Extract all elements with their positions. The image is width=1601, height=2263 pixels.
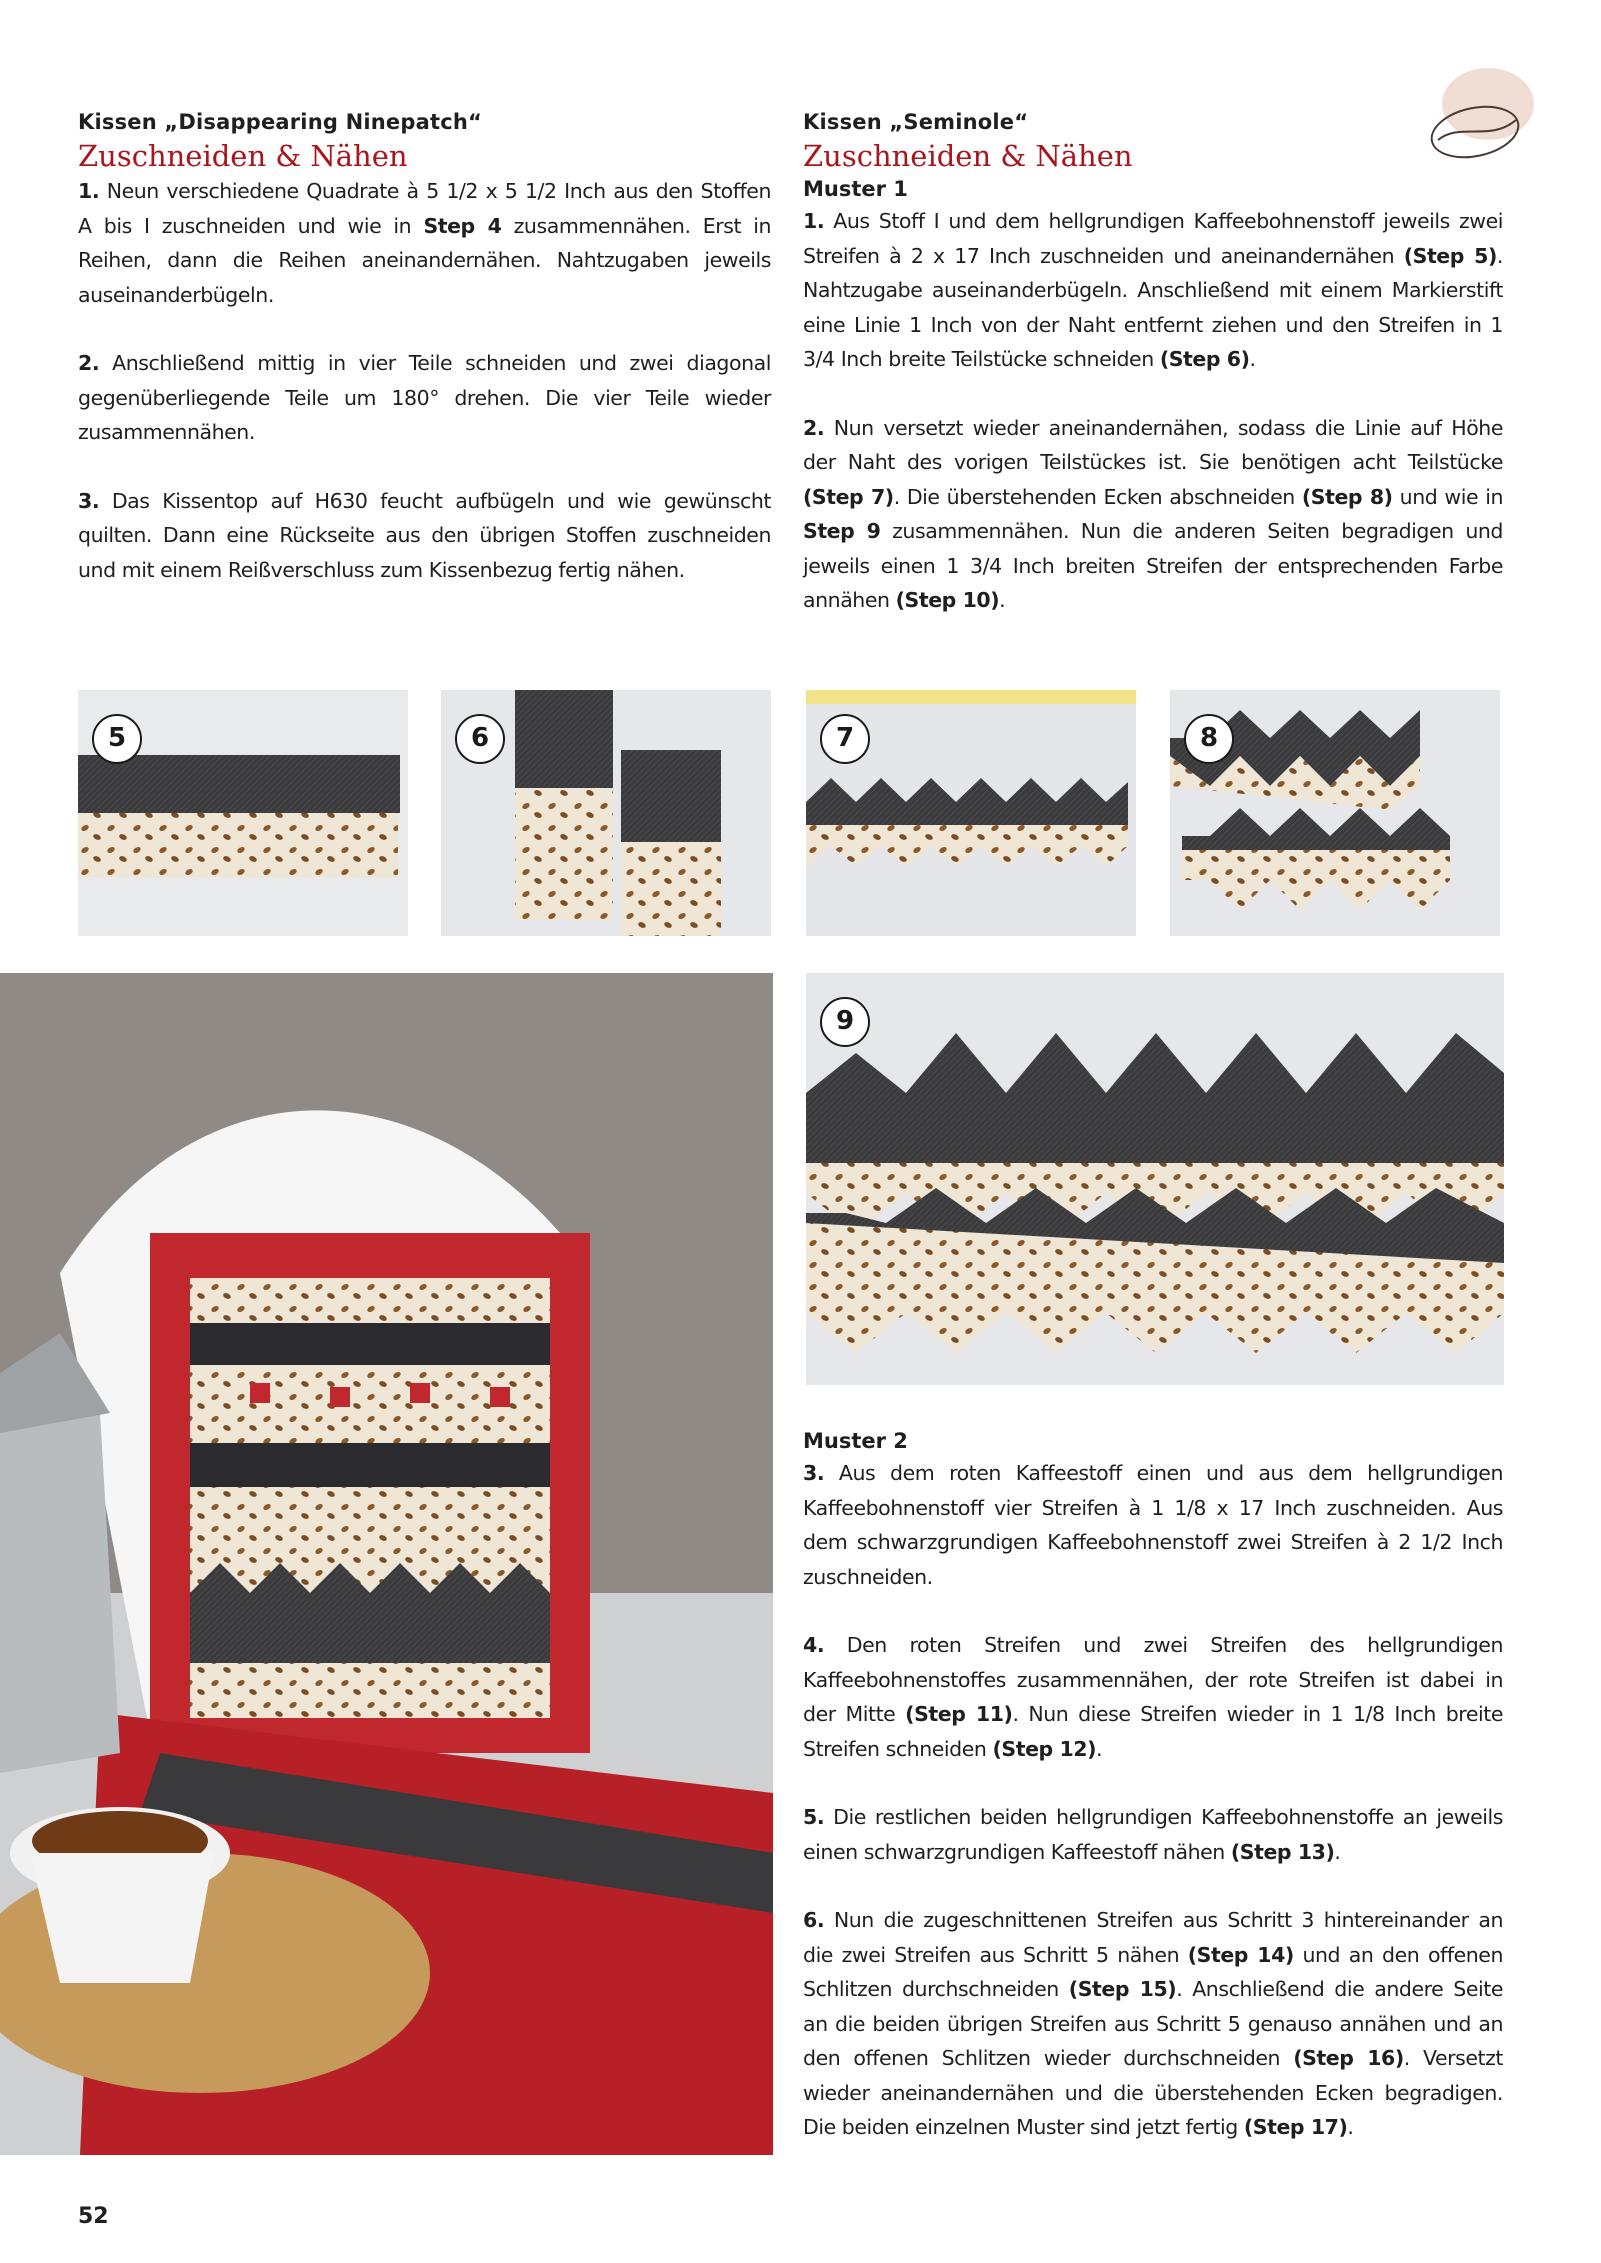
step-paragraph <box>803 1628 1503 1766</box>
step-text: . Die überstehenden Ecken abschneiden <box>893 484 1302 509</box>
step-text: Die restlichen beiden hellgrundigen Kaffeebohnenstoffe an jeweils einen schwarzgrundigen Kaffeestoff nähen <box>803 1805 1503 1864</box>
step-5-badge: 5 <box>92 714 142 764</box>
step-6-photo <box>441 690 771 936</box>
step-paragraph <box>803 1456 1503 1594</box>
step-5-photo <box>78 690 408 936</box>
ninepatch-steps <box>78 174 771 587</box>
step-text: . <box>999 588 1006 612</box>
page-number: 52 <box>78 2204 109 2229</box>
step-number: 1. <box>78 179 100 203</box>
step-reference: (Step 10) <box>895 588 1000 612</box>
seminole-section-title: Zuschneiden & Nähen <box>803 139 1133 173</box>
step-number: 3. <box>803 1461 825 1485</box>
step-7-photo <box>806 690 1136 936</box>
step-number: 5. <box>803 1805 825 1829</box>
step-reference: (Step 14) <box>1187 1942 1294 1967</box>
step-number: 4. <box>803 1633 825 1657</box>
step-paragraph <box>803 411 1503 618</box>
muster1-title: Muster 1 <box>803 177 908 201</box>
muster2-steps <box>803 1456 1503 2145</box>
ninepatch-section-title: Zuschneiden & Nähen <box>78 139 408 173</box>
step-number: 6. <box>803 1908 825 1932</box>
step-paragraph <box>78 174 771 312</box>
step-reference: (Step 5) <box>1403 243 1497 268</box>
step-6-badge: 6 <box>455 714 505 764</box>
step-text: . <box>1347 2115 1354 2139</box>
step-text: Das Kissentop auf H630 feucht aufbügeln und wie gewünscht quilten. Dann eine Rückseite aus den übrigen Stoffen zuschneiden und mit einem Reißverschluss zum Kissenbezug fertig nähen. <box>78 488 771 582</box>
step-reference: (Step 6) <box>1159 347 1250 371</box>
step-7-badge: 7 <box>820 714 870 764</box>
step-8-photo <box>1170 690 1500 936</box>
step-reference: Step 4 <box>423 213 502 238</box>
pillow-photo <box>0 973 773 2155</box>
step-reference: (Step 11) <box>905 1702 1013 1726</box>
step-paragraph <box>803 1903 1503 2145</box>
step-number: 3. <box>78 488 100 513</box>
step-text: und an den offenen Schlitzen durchschneiden <box>803 1942 1503 2001</box>
step-number: 2. <box>803 415 825 440</box>
step-paragraph <box>803 204 1503 377</box>
step-number: 1. <box>803 209 825 233</box>
step-text: Anschließend mittig in vier Teile schneiden und zwei diagonal gegenüberliegende Teile um 180° drehen. Die vier Teile wieder zusammennähen. <box>78 351 771 444</box>
step-paragraph <box>78 346 771 450</box>
step-text: zusammennähen. Erst in Reihen, dann die Reihen aneinandernähen. Nahtzugaben jeweils auseinanderbügeln. <box>78 213 772 307</box>
step-text: . <box>1249 347 1256 371</box>
step-text: zusammennähen. Nun die anderen Seiten begradigen und jeweils einen 1 3/4 Inch breiten Streifen der entsprechenden Farbe annähen <box>803 519 1503 612</box>
step-paragraph <box>78 484 771 588</box>
step-9-badge: 9 <box>820 997 870 1047</box>
step-reference: Step 9 <box>803 519 881 543</box>
seminole-section <box>803 108 1503 652</box>
step-text: . Nun diese Streifen wieder in 1 1/8 Inch breite Streifen schneiden <box>803 1702 1503 1761</box>
step-reference: (Step 8) <box>1301 484 1393 509</box>
muster1-steps <box>803 204 1503 618</box>
step-reference: (Step 13) <box>1230 1839 1335 1864</box>
muster2-section <box>803 1426 1503 2179</box>
step-text: . <box>1334 1839 1341 1864</box>
step-number: 2. <box>78 351 100 375</box>
step-text: Den roten Streifen und zwei Streifen des hellgrundigen Kaffeebohnenstoffes zusammennähen, der rote Streifen ist dabei in der Mitte <box>803 1633 1503 1726</box>
step-text: . Nahtzugabe auseinanderbügeln. Anschließend mit einem Markierstift eine Linie 1 Inch von der Naht entfernt ziehen und den Streifen in 1 3/4 Inch breite Teilstücke schneiden <box>803 243 1503 371</box>
step-text: . Versetzt wieder aneinandernähen und die überstehenden Ecken begradigen. Die beiden einzelnen Muster sind jetzt fertig <box>803 2046 1503 2139</box>
step-text: . Anschließend die andere Seite an die beiden übrigen Streifen aus Schritt 5 genauso annähen und an den offenen Schlitzen wieder durchschneiden <box>803 1977 1503 2070</box>
step-9-photo <box>806 973 1504 1385</box>
ninepatch-section <box>78 108 771 621</box>
step-reference: (Step 15) <box>1068 1977 1177 2001</box>
step-text: Neun verschiedene Quadrate à 5 1/2 x 5 1/2 Inch aus den Stoffen A bis I zuschneiden und wie in <box>78 179 771 238</box>
step-text: und wie in <box>1392 484 1503 509</box>
seminole-pattern-title: Kissen „Seminole“ <box>803 110 1029 134</box>
ninepatch-pattern-title: Kissen „Disappearing Ninepatch“ <box>78 110 483 134</box>
step-text: Aus Stoff I und dem hellgrundigen Kaffeebohnenstoff jeweils zwei Streifen à 2 x 17 Inch zuschneiden und aneinandernähen <box>803 209 1503 268</box>
step-paragraph <box>803 1800 1503 1869</box>
step-reference: (Step 12) <box>992 1736 1097 1761</box>
step-text: . <box>1096 1736 1103 1761</box>
step-text: Nun die zugeschnittenen Streifen aus Schritt 3 hintereinander an die zwei Streifen aus Schritt 5 nähen <box>803 1908 1503 1967</box>
step-8-badge: 8 <box>1184 714 1234 764</box>
step-reference: (Step 17) <box>1243 2115 1348 2139</box>
step-reference: (Step 7) <box>803 484 894 509</box>
step-text: Aus dem roten Kaffeestoff einen und aus dem hellgrundigen Kaffeebohnenstoff vier Streifen à 1 1/8 x 17 Inch zuschneiden. Aus dem schwarzgrundigen Kaffeebohnenstoff zwei Streifen à 2 1/2 Inch zuschneiden. <box>803 1461 1503 1589</box>
step-text: Nun versetzt wieder aneinandernähen, sodass die Linie auf Höhe der Naht des vorigen Teilstückes ist. Sie benötigen acht Teilstücke <box>803 415 1503 474</box>
step-reference: (Step 16) <box>1293 2046 1404 2070</box>
coffee-bean-icon <box>1420 62 1540 172</box>
muster2-title: Muster 2 <box>803 1429 908 1453</box>
